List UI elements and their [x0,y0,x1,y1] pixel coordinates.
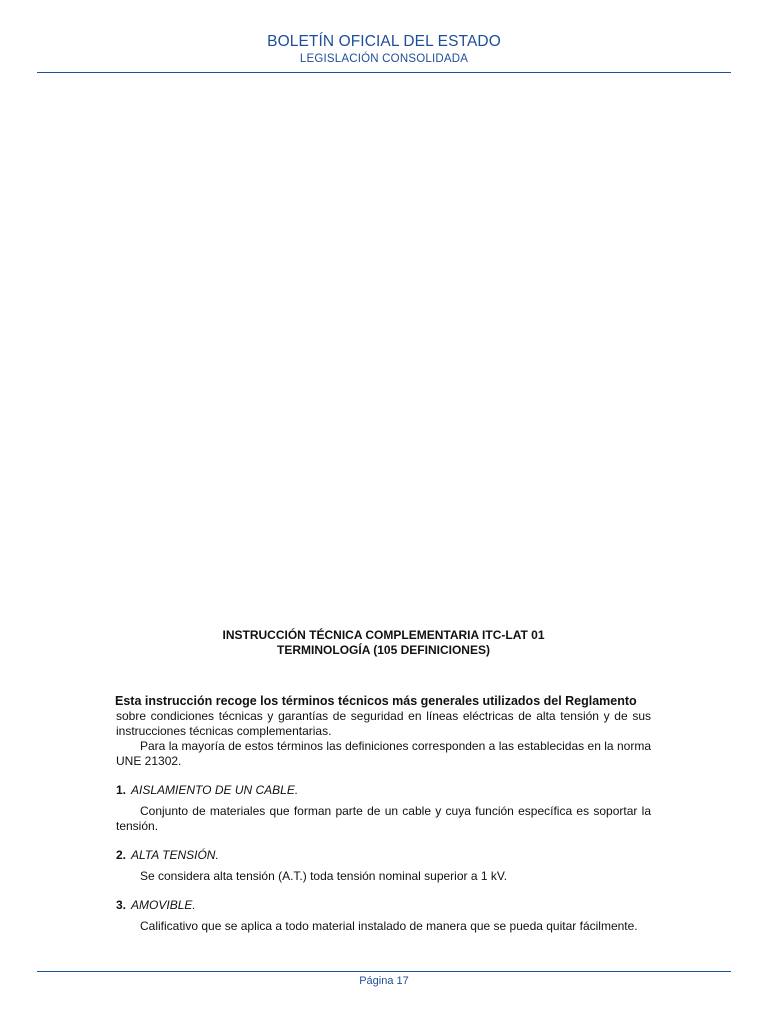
term-number: 1. [116,783,127,797]
term-heading-2 [116,848,651,863]
term-heading-3 [116,898,651,913]
term-name: AISLAMIENTO DE UN CABLE. [131,783,299,797]
document-body [116,628,651,934]
document-title-line-1: INSTRUCCIÓN TÉCNICA COMPLEMENTARIA ITC-LAT 01 [222,628,545,642]
term-name: ALTA TENSIÓN. [131,848,219,862]
page-number: Página 17 [359,975,409,987]
term-number: 3. [116,898,127,912]
page-header [0,32,768,66]
intro-lead-line: Esta instrucción recoge los términos técnicos más generales utilizados del Reglamento [115,694,637,708]
document-title [116,628,651,658]
document-title-line-2: TERMINOLOGÍA (105 DEFINICIONES) [277,643,490,657]
intro-paragraph: sobre condiciones técnicas y garantías de seguridad en líneas eléctricas de alta tensión y de sus instrucciones técnicas complementarias. [116,709,651,738]
term-name: AMOVIBLE. [131,898,196,912]
term-heading-1 [116,783,651,798]
bulletin-subtitle: LEGISLACIÓN CONSOLIDADA [299,53,469,65]
footer-divider [37,971,731,972]
bulletin-title: BOLETÍN OFICIAL DEL ESTADO [267,33,501,50]
header-divider [37,72,731,73]
term-definition-3: Calificativo que se aplica a todo material instalado de manera que se pueda quitar fácilmente. [140,919,638,933]
term-definition-2: Se considera alta tensión (A.T.) toda tensión nominal superior a 1 kV. [140,869,508,883]
term-definition-1: Conjunto de materiales que forman parte de un cable y cuya función específica es soportar la tensión. [116,804,651,833]
term-number: 2. [116,848,127,862]
intro-paragraph-2: Para la mayoría de estos términos las definiciones corresponden a las establecidas en la norma UNE 21302. [116,739,651,768]
